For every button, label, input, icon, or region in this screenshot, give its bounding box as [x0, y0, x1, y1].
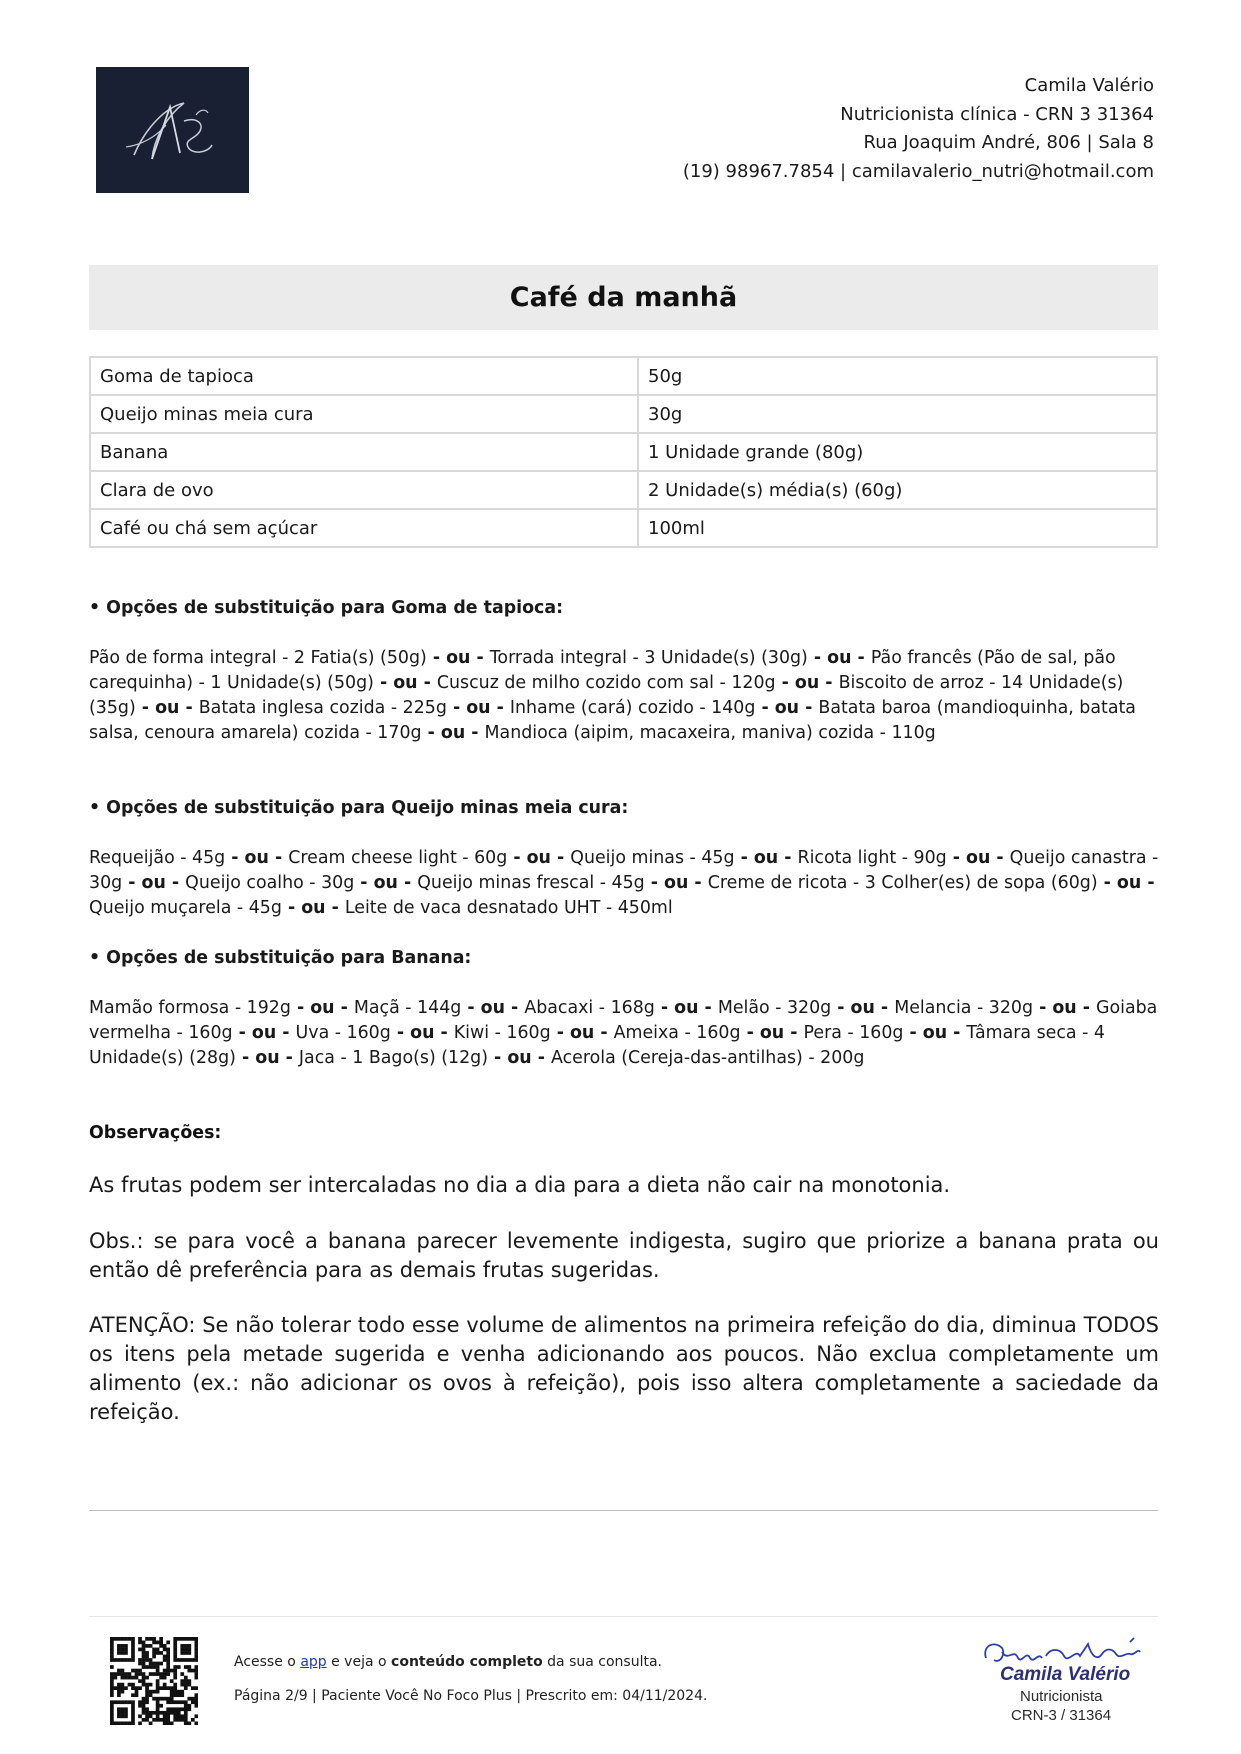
- substitution-option: Melão - 320g: [717, 998, 832, 1018]
- observations-title: Observações:: [89, 1123, 222, 1143]
- substitution-title: • Opções de substituição para Banana:: [89, 948, 472, 968]
- option-separator: - ou -: [1097, 873, 1155, 893]
- substitution-title: • Opções de substituição para Goma de tapioca:: [89, 598, 564, 618]
- option-separator: - ou -: [122, 873, 186, 893]
- substitution-option: Uva - 160g: [295, 1023, 391, 1043]
- option-separator: - ou -: [461, 998, 525, 1018]
- table-row: [90, 509, 1157, 547]
- option-separator: - ou -: [1033, 998, 1097, 1018]
- substitution-option: Pão francês (Pão de sal, pão carequinha) - 1 Unidade(s) (50g): [89, 648, 1116, 693]
- logo-monogram-icon: [96, 67, 249, 193]
- option-separator: - ou -: [807, 648, 871, 668]
- meal-title: Café da manhã: [509, 282, 738, 313]
- option-separator: - ou -: [550, 1023, 614, 1043]
- substitution-option: Batata inglesa cozida - 225g: [198, 698, 447, 718]
- substitution-option: Maçã - 144g: [353, 998, 462, 1018]
- option-separator: - ou -: [426, 648, 490, 668]
- option-separator: - ou -: [390, 1023, 454, 1043]
- option-separator: - ou -: [235, 1048, 299, 1068]
- substitution-options: [89, 846, 1161, 921]
- substitution-option: Melancia - 320g: [894, 998, 1034, 1018]
- header-contact-block: [683, 72, 1154, 186]
- signature-crn: CRN-3 / 31364: [1011, 1707, 1112, 1724]
- option-separator: - ou -: [740, 1023, 804, 1043]
- food-table: [89, 356, 1158, 548]
- substitution-option: Requeijão - 45g: [89, 848, 226, 868]
- substitution-options: [89, 646, 1161, 746]
- table-row: [90, 433, 1157, 471]
- substitution-options: [89, 996, 1161, 1071]
- substitution-option: Acerola (Cereja-das-antilhas) - 200g: [550, 1048, 865, 1068]
- food-amount: 1 Unidade grande (80g): [638, 433, 1157, 471]
- option-separator: - ou -: [644, 873, 708, 893]
- substitution-option: Jaca - 1 Bago(s) (12g): [298, 1048, 488, 1068]
- observation-paragraph: Obs.: se para você a banana parecer levemente indigesta, sugiro que priorize a banana prata ou então dê preferência para as demais frutas sugeridas.: [89, 1229, 1159, 1282]
- divider: [89, 1510, 1158, 1511]
- option-separator: - ou -: [507, 848, 571, 868]
- substitution-block-tapioca: [89, 596, 1161, 746]
- food-name: Clara de ovo: [90, 471, 638, 509]
- option-separator: - ou -: [281, 898, 345, 918]
- nutritionist-address: Rua Joaquim André, 806 | Sala 8: [863, 132, 1154, 153]
- substitution-option: Kiwi - 160g: [453, 1023, 551, 1043]
- footer-access-text: Acesse o app e veja o conteúdo completo da sua consulta.: [234, 1654, 662, 1670]
- substitution-option: Leite de vaca desnatado UHT - 450ml: [344, 898, 673, 918]
- nutritionist-role: Nutricionista clínica - CRN 3 31364: [840, 103, 1154, 125]
- substitution-option: Creme de ricota - 3 Colher(es) de sopa (60g): [707, 873, 1098, 893]
- footer-bold-text: conteúdo completo: [391, 1654, 543, 1670]
- table-row: [90, 395, 1157, 433]
- signature-name: Camila Valério: [1000, 1664, 1131, 1685]
- substitution-option: Ameixa - 160g: [613, 1023, 741, 1043]
- option-separator: - ou -: [734, 848, 798, 868]
- svg-text:CV: CV: [172, 185, 174, 186]
- substitution-option: Biscoito de arroz - 14 Unidade(s) (35g): [89, 673, 1124, 718]
- option-separator: - ou -: [903, 1023, 967, 1043]
- logo: [96, 67, 249, 193]
- option-separator: - ou -: [225, 848, 289, 868]
- signature-stamp: [980, 1634, 1150, 1734]
- food-name: Goma de tapioca: [90, 357, 638, 395]
- substitution-option: Inhame (cará) cozido - 140g: [509, 698, 756, 718]
- option-separator: - ou -: [290, 998, 354, 1018]
- nutritionist-name: Camila Valério: [1024, 75, 1154, 96]
- option-separator: - ou -: [654, 998, 718, 1018]
- substitution-option: Cream cheese light - 60g: [288, 848, 508, 868]
- option-separator: - ou -: [775, 673, 839, 693]
- app-link[interactable]: app: [300, 1654, 327, 1670]
- observation-paragraph: ATENÇÃO: Se não tolerar todo esse volume de alimentos na primeira refeição do dia, diminua TODOS os itens pela metade sugerida e venha adicionando aos poucos. Não exclua completamente um alimento (ex.: não adicionar os ovos à refeição), pois isso altera completamente a saciedade da refeição.: [89, 1313, 1159, 1424]
- option-separator: - ou -: [232, 1023, 296, 1043]
- option-separator: - ou -: [946, 848, 1010, 868]
- divider: [89, 1616, 1158, 1617]
- meal-banner: [89, 265, 1158, 330]
- option-separator: - ou -: [488, 1048, 551, 1068]
- substitution-option: Batata baroa (mandioquinha, batata salsa, cenoura amarela) cozida - 170g: [89, 698, 1136, 743]
- option-separator: - ou -: [755, 698, 819, 718]
- option-separator: - ou -: [831, 998, 895, 1018]
- substitution-option: Pera - 160g: [803, 1023, 904, 1043]
- substitution-block-queijo: [89, 796, 1161, 921]
- substitution-option: Queijo coalho - 30g: [185, 873, 355, 893]
- food-amount: 30g: [638, 395, 1157, 433]
- substitution-option: Queijo minas frescal - 45g: [417, 873, 645, 893]
- option-separator: - ou -: [354, 873, 418, 893]
- nutritionist-contact: (19) 98967.7854 | camilavalerio_nutri@hotmail.com: [682, 160, 1154, 182]
- substitution-option: Goiaba vermelha - 160g: [89, 998, 1158, 1043]
- substitution-option: Pão de forma integral - 2 Fatia(s) (50g): [89, 648, 427, 668]
- substitution-option: Mamão formosa - 192g: [89, 998, 291, 1018]
- qr-code-icon[interactable]: [110, 1637, 198, 1725]
- substitution-option: Queijo canastra - 30g: [89, 848, 1159, 893]
- option-separator: - ou -: [421, 723, 485, 743]
- option-separator: - ou -: [446, 698, 510, 718]
- substitution-option: Mandioca (aipim, macaxeira, maniva) cozida - 110g: [484, 723, 936, 743]
- food-amount: 50g: [638, 357, 1157, 395]
- footer-page-info: Página 2/9 | Paciente Você No Foco Plus | Prescrito em: 04/11/2024.: [234, 1688, 708, 1704]
- substitution-option: Torrada integral - 3 Unidade(s) (30g): [489, 648, 808, 668]
- food-name: Queijo minas meia cura: [90, 395, 638, 433]
- option-separator: - ou -: [135, 698, 199, 718]
- signature-role: Nutricionista: [1020, 1688, 1103, 1705]
- table-row: [90, 357, 1157, 395]
- food-amount: 100ml: [638, 509, 1157, 547]
- substitution-option: Cuscuz de milho cozido com sal - 120g: [436, 673, 776, 693]
- food-name: Banana: [90, 433, 638, 471]
- substitution-option: Abacaxi - 168g: [524, 998, 655, 1018]
- observation-paragraph: As frutas podem ser intercaladas no dia a dia para a dieta não cair na monotonia.: [89, 1173, 951, 1197]
- substitution-block-banana: [89, 946, 1161, 1071]
- substitution-option: Queijo muçarela - 45g: [89, 898, 282, 918]
- substitution-option: Tâmara seca - 4 Unidade(s) (28g): [89, 1023, 1105, 1068]
- substitution-title: • Opções de substituição para Queijo minas meia cura:: [89, 798, 629, 818]
- food-amount: 2 Unidade(s) média(s) (60g): [638, 471, 1157, 509]
- substitution-option: Queijo minas - 45g: [570, 848, 735, 868]
- table-row: [90, 471, 1157, 509]
- food-name: Café ou chá sem açúcar: [90, 509, 638, 547]
- substitution-option: Ricota light - 90g: [797, 848, 947, 868]
- option-separator: - ou -: [373, 673, 437, 693]
